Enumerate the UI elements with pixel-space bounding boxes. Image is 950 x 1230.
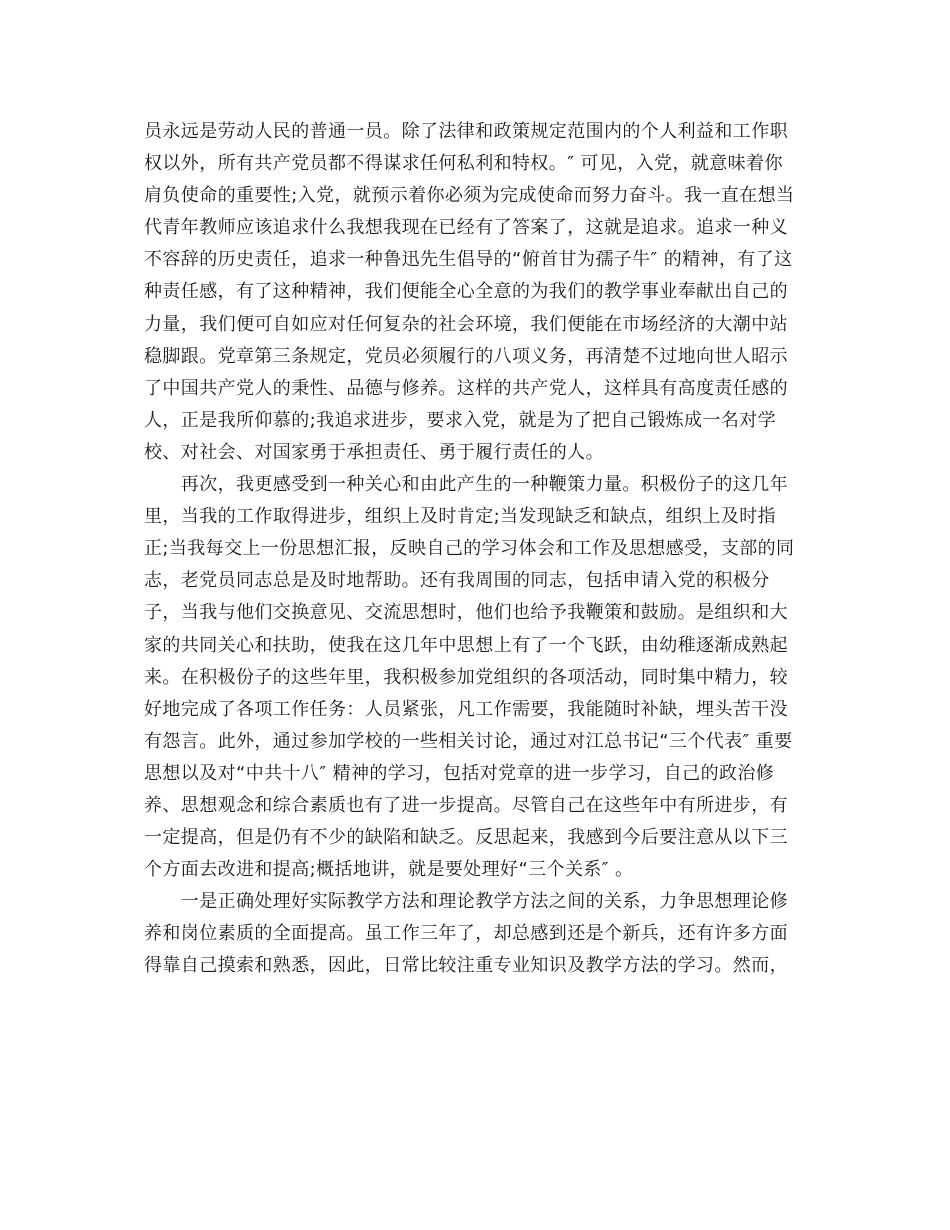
paragraph-3: 一是正确处理好实际教学方法和理论教学方法之间的关系，力争思想理论修 养和岗位素质的全面提高。虽工作三年了，却总感到还是个新兵，还有许多方面 得靠自己摸索和熟悉，因此，日常比较注重专业知识及教学方法的学习。然而，	[144, 891, 788, 977]
document-body	[144, 116, 809, 983]
paragraph-2: 再次，我更感受到一种关心和由此产生的一种鞭策力量。积极份子的这几年 里，当我的工作取得进步，组织上及时肯定;当发现缺乏和缺点，组织上及时指 正;当我每交上一份思想汇报，反映自己的学习体会和工作及思想感受，支部的同 志，老党员同志总是及时地帮助。还有我周围的同志，包括申请入党的积极分 子，当我与他们交换意见、交流思想时，他们也给予我鞭策和鼓励。是组织和大 家的共同关心和扶助，使我在这几年中思想上有了一个飞跃，由幼稚逐渐成熟起 来。在积极份子的这些年里，我积极参加党组织的各项活动，同时集中精力，较 好地完成了各项工作任务：人员紧张，凡工作需要，我能随时补缺，埋头苦干没 有怨言。此外，通过参加学校的一些相关讨论，通过对江总书记“三个代表″ 重要 思想以及对“中共十八″ 精神的学习，包括对党章的进一步学习，自己的政治修 养、思想观念和综合素质也有了进一步提高。尽管自己在这些年中有所进步，有 一定提高，但是仍有不少的缺陷和缺乏。反思起来，我感到今后要注意从以下三 个方面去改进和提高;概括地讲，就是要处理好“三个关系″ 。	[144, 474, 795, 881]
paragraph-1: 员永远是劳动人民的普通一员。除了法律和政策规定范围内的个人利益和工作职 权以外，所有共产党员都不得谋求任何私利和特权。″ 可见，入党，就意味着你 肩负使命的重要性;入党，就预示着你必须为完成使命而努力奋斗。我一直在想当 代青年教师应该追求什么我想我现在已经有了答案了，这就是追求。追求一种义 不容辞的历史责任，追求一种鲁迅先生倡导的“俯首甘为孺子牛″ 的精神，有了这 种责任感，有了这种精神，我们便能全心全意的为我们的教学事业奉献出自己的 力量，我们便可自如应对任何复杂的社会环境，我们便能在市场经济的大潮中站 稳脚跟。党章第三条规定，党员必须履行的八项义务，再清楚不过地向世人昭示 了中国共产党人的秉性、品德与修养。这样的共产党人，这样具有高度责任感的 人，正是我所仰慕的;我追求进步，要求入党，就是为了把自己锻炼成一名对学 校、对社会、对国家勇于承担责任、勇于履行责任的人。	[144, 121, 795, 463]
